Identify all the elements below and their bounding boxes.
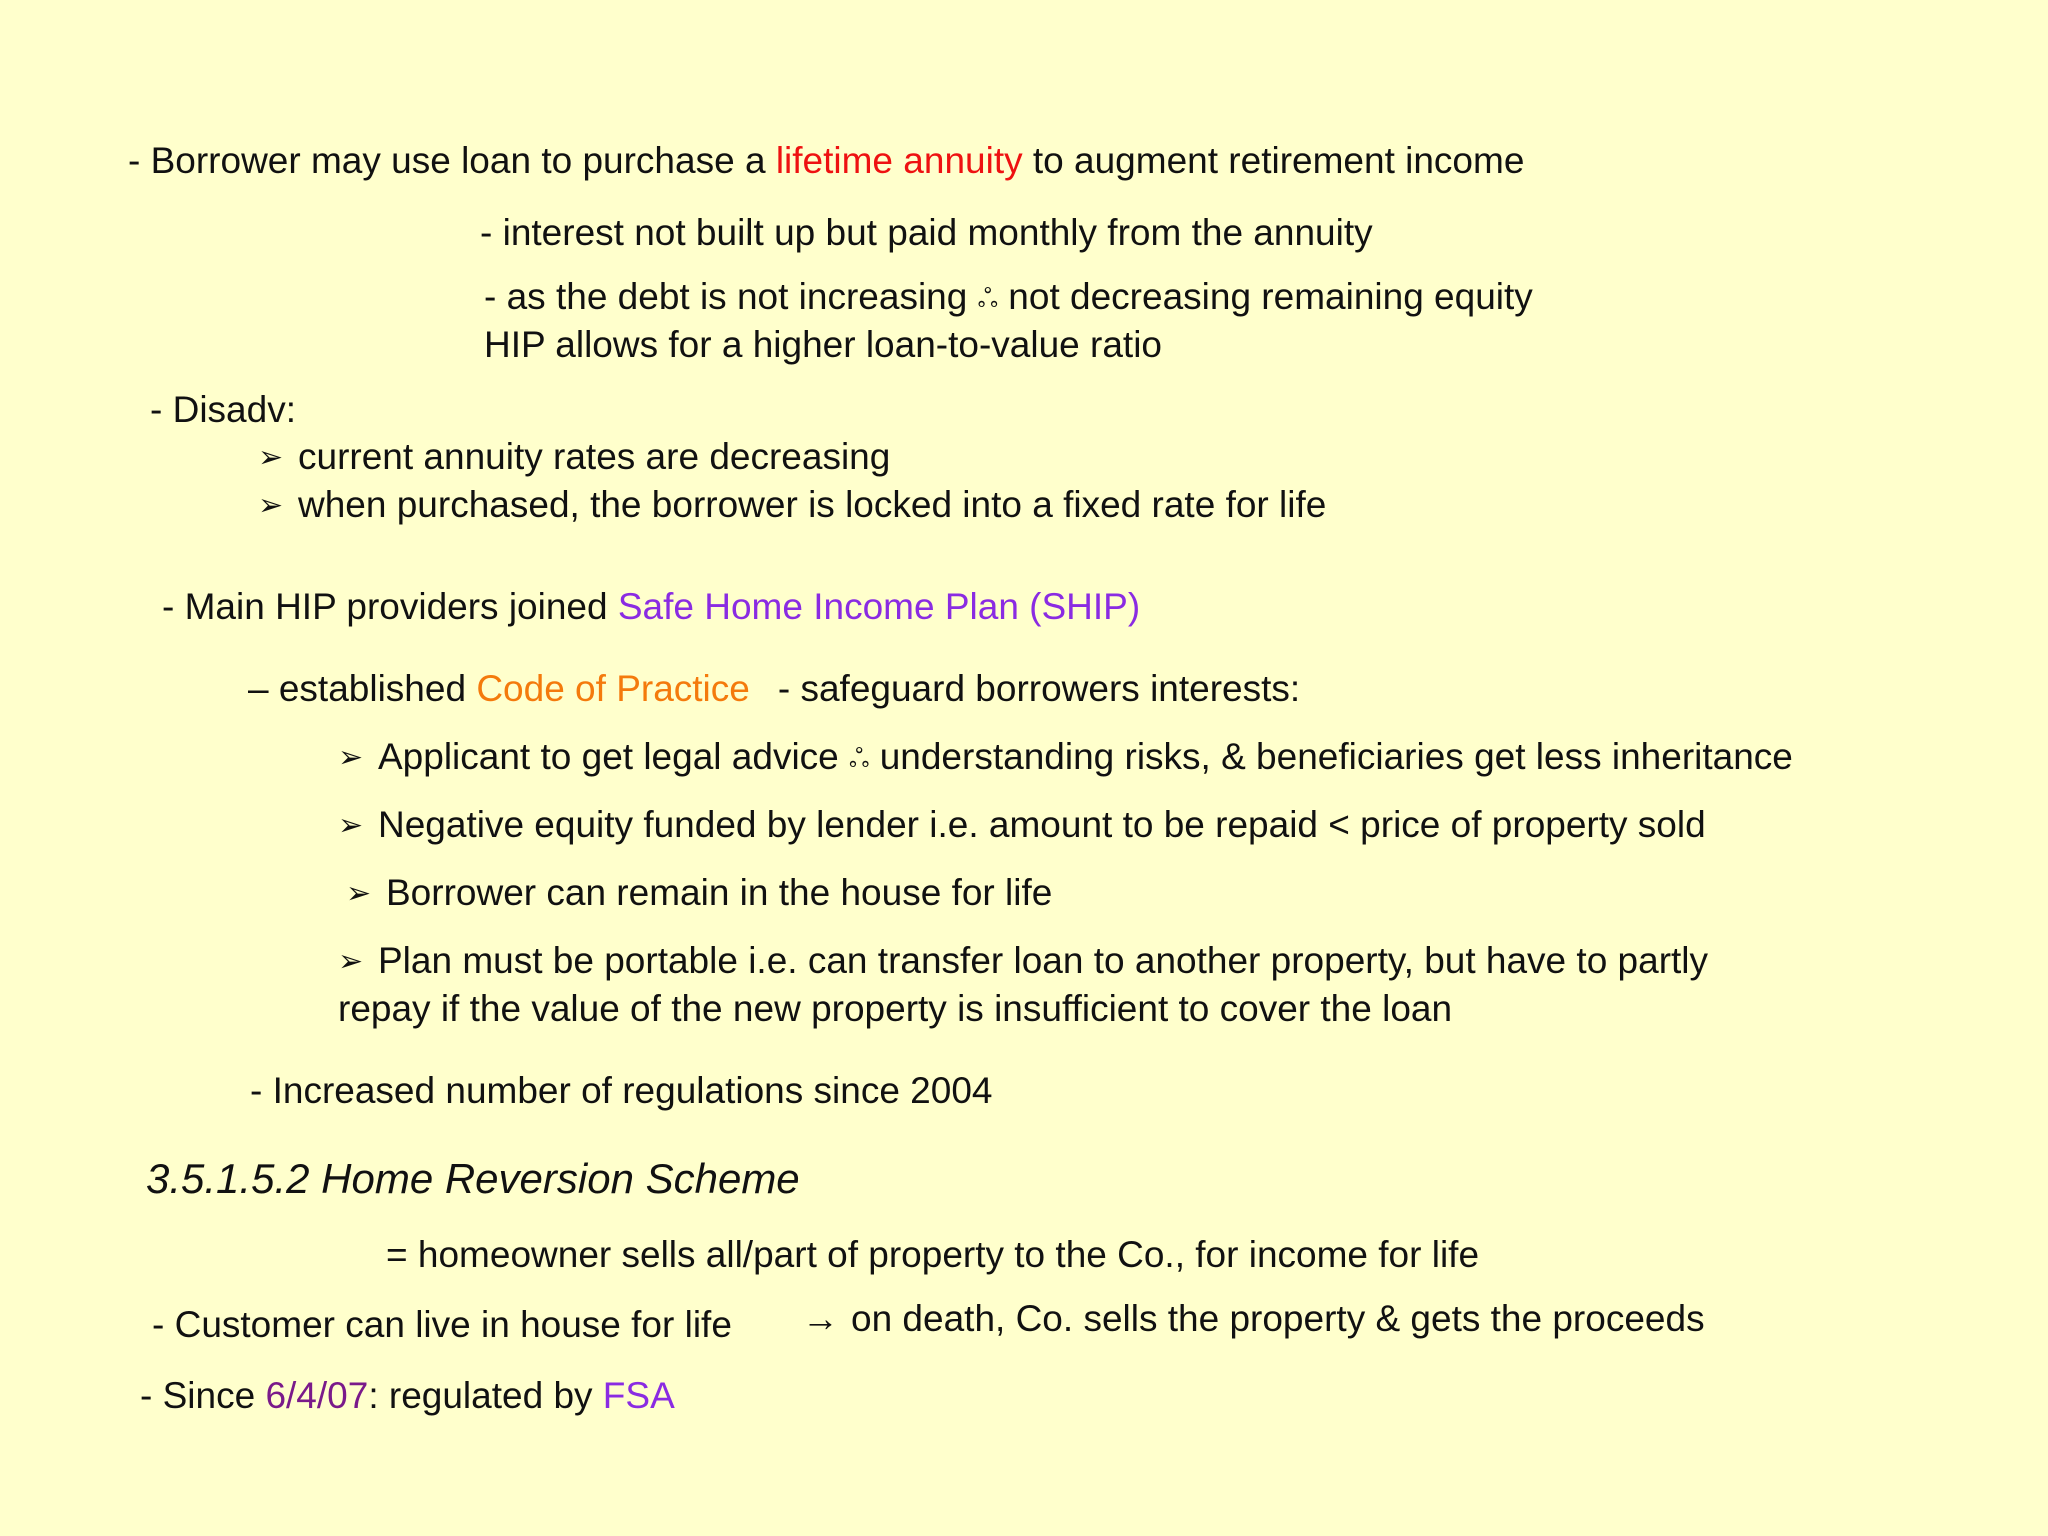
regulations-line: - Increased number of regulations since 2004 bbox=[250, 1070, 993, 1111]
arrowhead-bullet-icon: ➢ bbox=[338, 741, 364, 774]
arrowhead-bullet-icon: ➢ bbox=[338, 809, 364, 842]
right-arrow-icon: → bbox=[802, 1298, 839, 1339]
cop-line-post: - safeguard borrowers interests: bbox=[777, 668, 1301, 709]
code-of-practice-highlight: Code of Practice bbox=[476, 668, 750, 709]
debt-line-pre: - as the debt is not increasing bbox=[484, 276, 978, 317]
cop-bullet-4-continued: repay if the value of the new property is insufficient to cover the loan bbox=[338, 988, 1453, 1029]
cop-bullet-3-text: Borrower can remain in the house for life bbox=[386, 872, 1053, 913]
since-line-mid: : regulated by bbox=[368, 1375, 603, 1416]
debt-line bbox=[484, 274, 1533, 321]
disadv-bullet-2-text: when purchased, the borrower is locked into a fixed rate for life bbox=[298, 484, 1327, 525]
cop-bullet-1-post: understanding risks, & beneficiaries get less inheritance bbox=[869, 736, 1793, 777]
since-line bbox=[140, 1373, 675, 1419]
customer-line bbox=[152, 1302, 732, 1348]
since-date: 6/4/07 bbox=[265, 1375, 369, 1416]
arrowhead-bullet-icon: ➢ bbox=[258, 489, 284, 522]
arrowhead-bullet-icon: ➢ bbox=[346, 877, 372, 910]
lifetime-annuity-highlight: lifetime annuity bbox=[775, 140, 1023, 181]
cop-bullet-4 bbox=[338, 938, 1708, 985]
annuity-line-post: to augment retirement income bbox=[1022, 140, 1525, 181]
arrowhead-bullet-icon: ➢ bbox=[338, 945, 364, 978]
debt-line-post: not decreasing remaining equity bbox=[998, 276, 1533, 317]
customer-line-post: on death, Co. sells the property & gets the proceeds bbox=[851, 1298, 1705, 1339]
cop-bullet-4-text: Plan must be portable i.e. can transfer loan to another property, but have to partly bbox=[378, 940, 1709, 981]
annuity-line bbox=[128, 138, 1524, 184]
cop-bullet-2-text: Negative equity funded by lender i.e. amount to be repaid < price of property sold bbox=[378, 804, 1706, 845]
cop-bullet-2 bbox=[338, 802, 1706, 849]
definition-line: = homeowner sells all/part of property to the Co., for income for life bbox=[386, 1234, 1480, 1275]
therefore-symbol-icon: ஃ bbox=[977, 283, 999, 313]
cop-bullet-3 bbox=[346, 870, 1052, 917]
disadv-bullet-1 bbox=[258, 434, 890, 481]
since-line-pre: - Since bbox=[140, 1375, 266, 1416]
ship-line bbox=[162, 584, 1140, 630]
therefore-symbol-icon: ஃ bbox=[849, 743, 870, 773]
customer-line-result bbox=[802, 1296, 1705, 1342]
fsa-highlight: FSA bbox=[602, 1375, 675, 1416]
disadv-bullet-1-text: current annuity rates are decreasing bbox=[298, 436, 891, 477]
arrowhead-bullet-icon: ➢ bbox=[258, 441, 284, 474]
cop-line-pre: – established bbox=[248, 668, 477, 709]
hip-ltv-line: HIP allows for a higher loan-to-value ratio bbox=[484, 324, 1162, 365]
interest-line: - interest not built up but paid monthly from the annuity bbox=[480, 212, 1373, 253]
section-heading: 3.5.1.5.2 Home Reversion Scheme bbox=[146, 1155, 800, 1202]
disadv-label: - Disadv: bbox=[150, 389, 296, 430]
annuity-line-pre: - Borrower may use loan to purchase a bbox=[128, 140, 776, 181]
ship-highlight: Safe Home Income Plan (SHIP) bbox=[617, 586, 1141, 627]
cop-bullet-1-pre: Applicant to get legal advice bbox=[378, 736, 850, 777]
cop-bullet-1 bbox=[338, 734, 1793, 781]
code-of-practice-line bbox=[248, 666, 1300, 712]
disadv-bullet-2 bbox=[258, 482, 1326, 529]
customer-line-pre: - Customer can live in house for life bbox=[152, 1304, 732, 1345]
ship-line-pre: - Main HIP providers joined bbox=[162, 586, 618, 627]
